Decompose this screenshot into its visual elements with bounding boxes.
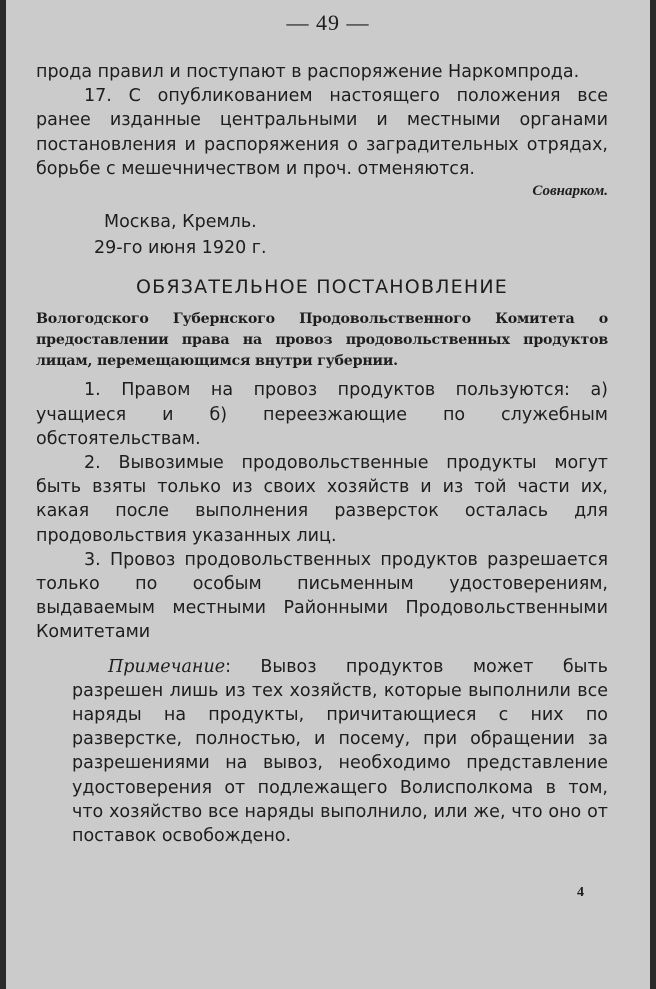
section-heading: ОБЯЗАТЕЛЬНОЕ ПОСТАНОВЛЕНИЕ [136,276,508,299]
footer-number: 4 [577,885,584,900]
item-2: 2. Вывозимые продовольственные продукты могут быть взяты только из своих хозяйств и из той части их, какая после выполнения разверсток осталась для продовольствия указанных лиц. [36,453,608,546]
date-line: 29-го июня 1920 г. [94,238,267,259]
document-page [6,0,650,989]
item-1: 1. Правом на провоз продуктов пользуются: а) учащиеся и б) переезжающие по служебным обстоятельствам. [36,380,608,449]
section-subheading: Вологодского Губернского Продовольственного Комитета о предоставлении права на провоз продовольственных продуктов лицам, перемещающимся внутри губернии. [36,311,608,370]
signature: Совнарком. [532,183,608,200]
document-body [36,60,608,848]
note-text: : Вывоз продуктов может быть разрешен лишь из тех хозяйств, которые выполнили все наряды на продукты, причитающиеся с них по разверстке, полностью, и посему, при обращении за разрешениями на вывоз, необходимо представление удостоверения от подлежащего Волисполкома в том, что хозяйство все наряды выполнило, или же, что оно от поставок освобождено. [72,656,608,847]
item-3: 3. Провоз продовольственных продуктов разрешается только по особым письменным удостоверениям, выдаваемым местными Районными Продовольственными Комитетами [36,549,608,643]
note-paragraph [36,655,608,849]
page-number: — 49 — [286,10,370,35]
place-line: Москва, Кремль. [104,212,257,233]
note-label: Примечание [108,656,226,677]
paragraph-17: 17. С опубликованием настоящего положения все ранее изданные центральными и местными органами постановления и распоряжения о заградительных отрядах, борьбе с мешечничеством и проч. отменяются. [36,86,608,179]
continuation-text: прода правил и поступают в распоряжение Наркомпрода. [36,62,580,82]
